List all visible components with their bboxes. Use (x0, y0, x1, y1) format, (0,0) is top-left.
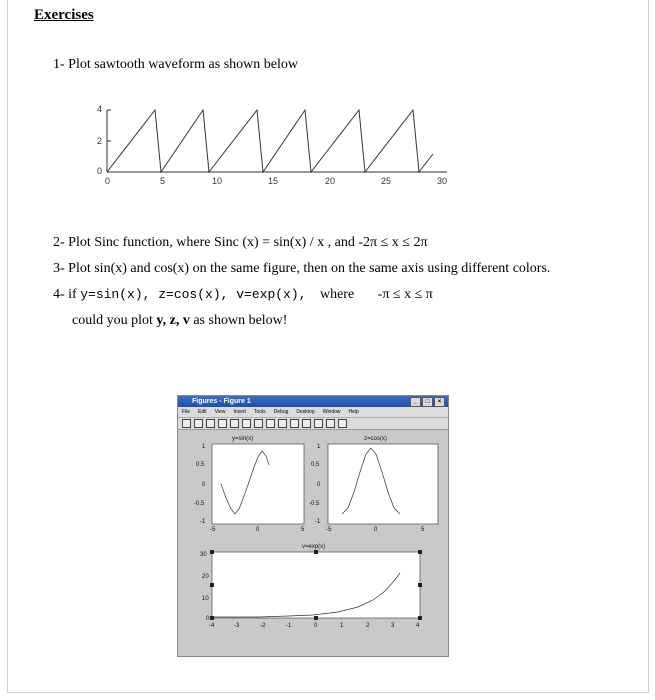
legend-icon[interactable] (314, 419, 323, 428)
question-1: 1- Plot sawtooth waveform as shown below (53, 57, 298, 72)
grid-icon[interactable] (326, 419, 335, 428)
plot2-y-tick: -1 (315, 519, 321, 525)
question-4-line-1 (53, 287, 433, 303)
plot1-x-tick: 5 (301, 527, 305, 533)
print-icon[interactable] (218, 419, 227, 428)
q4-vars: y, z, v (156, 313, 190, 328)
plot3-x-tick: 0 (314, 623, 318, 629)
plot1-y-tick: 0 (202, 482, 206, 488)
plot3-y-tick: 30 (200, 552, 207, 558)
plot1-axes (212, 444, 304, 524)
matlab-figure-window (177, 395, 449, 657)
question-2: 2- Plot Sinc function, where Sinc (x) = sin(x) / x , and -2π ≤ x ≤ 2π (53, 235, 428, 250)
q4-line2-pre: could you plot (72, 313, 157, 328)
plot2-y-tick: 1 (317, 444, 321, 450)
x-tick: 10 (212, 176, 223, 186)
rotate-icon[interactable] (278, 419, 287, 428)
new-figure-icon[interactable] (182, 419, 191, 428)
figure-menubar (178, 407, 448, 418)
pointer-icon[interactable] (230, 419, 239, 428)
plot1-y-tick: 0.5 (196, 462, 205, 468)
plot2-title: z=cos(x) (364, 436, 387, 442)
menu-debug[interactable]: Debug (273, 409, 289, 415)
plot1-y-tick: -1 (200, 519, 206, 525)
plot3-x-tick: 1 (340, 623, 344, 629)
colorbar-icon[interactable] (302, 419, 311, 428)
zoom-in-icon[interactable] (242, 419, 251, 428)
menu-tools[interactable]: Tools (253, 409, 266, 415)
menu-help[interactable]: Help (348, 409, 359, 415)
plot2-axes (328, 444, 438, 524)
y-tick: 4 (97, 104, 103, 114)
question-3: 3- Plot sin(x) and cos(x) on the same figure, then on the same axis using different colors. (53, 261, 551, 276)
plot1-title: y=sin(x) (232, 436, 254, 442)
sawtooth-line (107, 110, 433, 172)
minimize-button[interactable]: _ (410, 397, 421, 407)
plot1-x-tick: 0 (256, 527, 260, 533)
plot1-y-tick: -0.5 (194, 501, 205, 507)
menu-desktop[interactable]: Desktop (296, 409, 315, 415)
page-title: Exercises (34, 7, 94, 23)
x-tick: 5 (160, 176, 166, 186)
x-tick: 0 (105, 176, 111, 186)
menu-edit[interactable]: Edit (198, 409, 207, 415)
plot2-y-tick: -0.5 (309, 501, 320, 507)
q4-where: where (319, 287, 355, 302)
plot3-x-tick: 3 (391, 623, 395, 629)
x-tick: 25 (381, 176, 392, 186)
sawtooth-plot (93, 102, 453, 190)
plot3-y-tick: 10 (202, 596, 209, 602)
plot3-y-tick: 20 (202, 574, 209, 580)
plot2-x-tick: 5 (421, 527, 425, 533)
q4-line2-post: as shown below! (189, 313, 288, 328)
q4-range: -π ≤ x ≤ π (377, 287, 433, 302)
y-tick: 2 (97, 136, 103, 146)
plot2-x-tick: 0 (374, 527, 378, 533)
plot3-x-tick: -1 (286, 623, 292, 629)
x-tick: 30 (437, 176, 448, 186)
x-tick: 20 (325, 176, 336, 186)
y-tick: 0 (97, 166, 103, 176)
plot2-y-tick: 0 (317, 482, 321, 488)
plot1-y-tick: 1 (202, 444, 206, 450)
plot2-y-tick: 0.5 (311, 462, 320, 468)
figure-title: Figures - Figure 1 (192, 398, 251, 405)
plot2-x-tick: -5 (326, 527, 332, 533)
plot3-x-tick: -3 (234, 623, 240, 629)
open-icon[interactable] (194, 419, 203, 428)
q4-prefix: 4- if (53, 287, 77, 302)
save-icon[interactable] (206, 419, 215, 428)
plot3-axes (212, 552, 420, 618)
plot3-x-tick: -2 (260, 623, 266, 629)
plot1-x-tick: -5 (210, 527, 216, 533)
maximize-button[interactable]: □ (422, 397, 433, 407)
plot3-title: v=exp(x) (302, 544, 326, 550)
close-button[interactable]: × (434, 397, 445, 407)
figure-titlebar (178, 396, 448, 407)
pan-icon[interactable] (266, 419, 275, 428)
plot3-x-tick: -4 (209, 623, 215, 629)
figure-toolbar (178, 418, 448, 430)
dock-icon[interactable] (338, 419, 347, 428)
menu-insert[interactable]: Insert (233, 409, 246, 415)
menu-view[interactable]: View (214, 409, 226, 415)
menu-window[interactable]: Window (322, 409, 341, 415)
plot3-y-tick: 0 (206, 616, 210, 622)
figure-plots (178, 430, 446, 654)
menu-file[interactable]: File (182, 409, 191, 415)
q4-code: y=sin(x), z=cos(x), v=exp(x), (80, 287, 307, 302)
zoom-out-icon[interactable] (254, 419, 263, 428)
plot3-x-tick: 2 (366, 623, 370, 629)
data-cursor-icon[interactable] (290, 419, 299, 428)
x-tick: 15 (268, 176, 279, 186)
question-4-line-2 (72, 313, 287, 329)
plot3-x-tick: 4 (416, 623, 420, 629)
